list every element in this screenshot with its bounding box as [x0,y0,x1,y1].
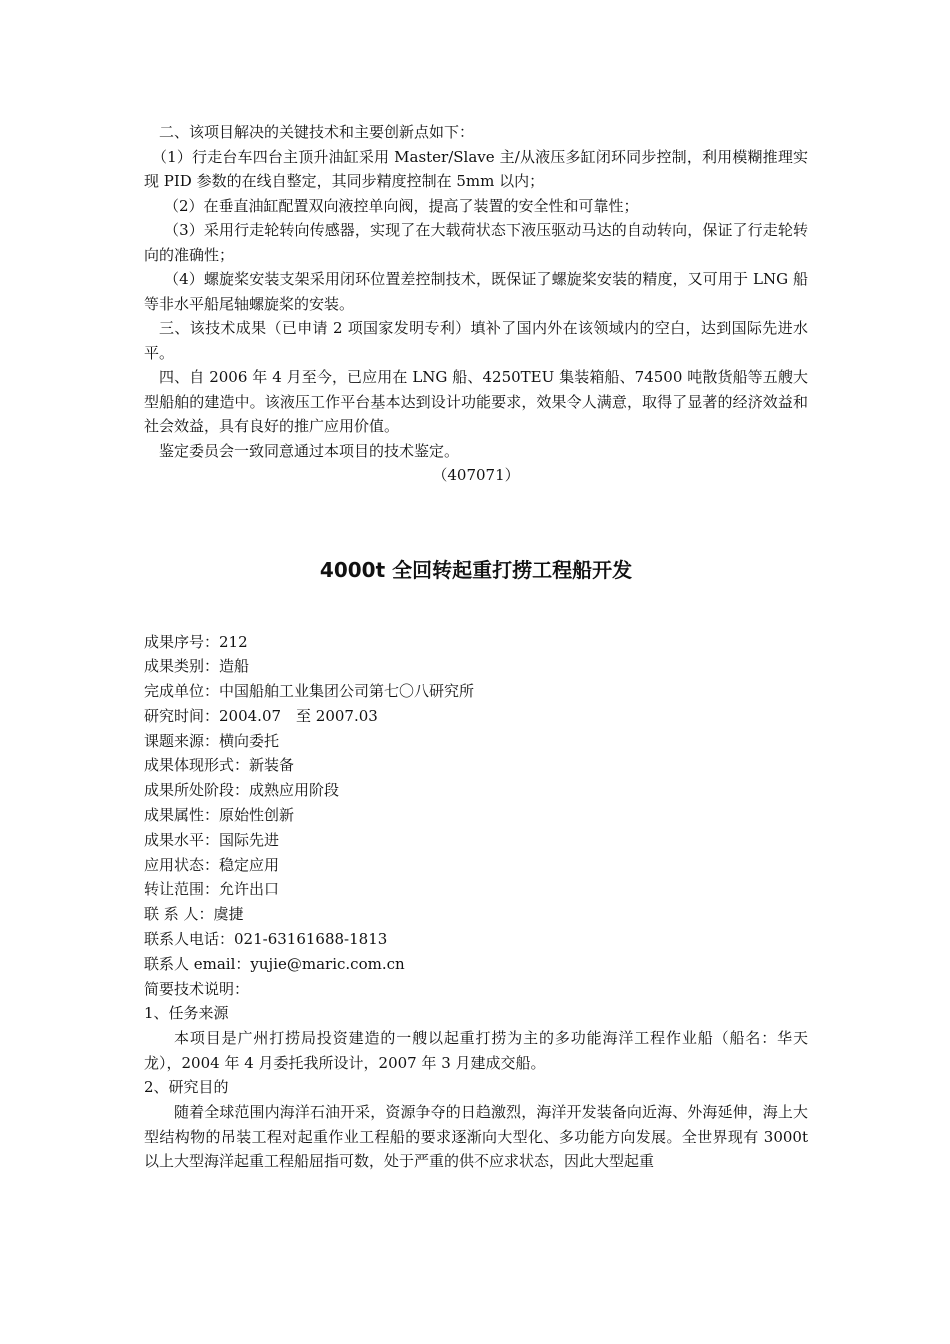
field-application-status: 应用状态：稳定应用 [144,855,280,874]
field-result-number: 成果序号：212 [144,632,248,651]
application-paragraph: 四、自 2006 年 4 月至今，已应用在 LNG 船、4250TEU 集装箱船、74500 吨散货船等五艘大型船舶的建造中。该液压工作平台基本达到设计功能要求，效果令人满意，取得了显著的经济效益和社会效益，具有良好的推广应用价值。 [144,368,808,435]
field-result-form: 成果体现形式：新装备 [144,756,295,775]
field-result-attribute: 成果属性：原始性创新 [144,806,295,825]
field-contact-email: 联系人 email：yujie@maric.com.cn [144,954,405,973]
innovation-heading: 二、该项目解决的关键技术和主要创新点如下： [159,123,475,141]
field-contact-person: 联 系 人：虞捷 [144,905,244,924]
field-research-period: 研究时间：2004.07 至 2007.03 [144,706,378,725]
field-summary-label: 简要技术说明： [144,979,250,998]
innovation-item-2: （2）在垂直油缸配置双向液控单向阀，提高了装置的安全性和可靠性； [164,196,639,215]
field-transfer-scope: 转让范围：允许出口 [144,880,280,899]
section-1-text: 本项目是广州打捞局投资建造的一艘以起重打捞为主的多功能海洋工程作业船（船名：华天龙），2004 年 4 月委托我所设计，2007 年 3 月建成交船。 [144,1029,808,1072]
innovation-item-3: （3）采用行走轮转向传感器，实现了在大载荷状态下液压驱动马达的自动转向，保证了行走轮转向的准确性； [144,221,808,264]
document-body [144,120,808,1174]
field-topic-source: 课题来源：横向委托 [144,731,280,750]
innovation-item-1: （1）行走台车四台主顶升油缸采用 Master/Slave 主/从液压多缸闭环同步控制，利用模糊推理实现 PID 参数的在线自整定，其同步精度控制在 5mm 以内； [144,147,808,190]
field-result-stage: 成果所处阶段：成熟应用阶段 [144,781,340,800]
innovation-item-4: （4）螺旋桨安装支架采用闭环位置差控制技术，既保证了螺旋桨安装的精度，又可用于 LNG 船等非水平船尾轴螺旋桨的安装。 [144,270,808,313]
section-2-heading: 2、研究目的 [144,1078,229,1097]
field-contact-phone: 联系人电话：021-63161688-1813 [144,930,388,949]
section-2-text: 随着全球范围内海洋石油开采，资源争夺的日趋激烈，海洋开发装备向近海、外海延伸，海上大型结构物的吊装工程对起重作业工程船的要求逐渐向大型化、多功能方向发展。全世界现有 3000t 以上大型海洋起重工程船屈指可数，处于严重的供不应求状态，因此大型起重 [144,1103,808,1171]
field-result-level: 成果水平：国际先进 [144,830,280,849]
field-unit: 完成单位：中国船舶工业集团公司第七〇八研究所 [144,682,475,701]
document-code: （407071） [432,466,520,484]
field-result-category: 成果类别：造船 [144,657,250,676]
achievement-paragraph: 三、该技术成果（已申请 2 项国家发明专利）填补了国内外在该领域内的空白，达到国际先进水平。 [144,319,808,362]
conclusion-paragraph: 鉴定委员会一致同意通过本项目的技术鉴定。 [159,441,460,460]
project-title: 4000t 全回转起重打捞工程船开发 [319,557,633,582]
section-1-heading: 1、任务来源 [144,1004,229,1023]
